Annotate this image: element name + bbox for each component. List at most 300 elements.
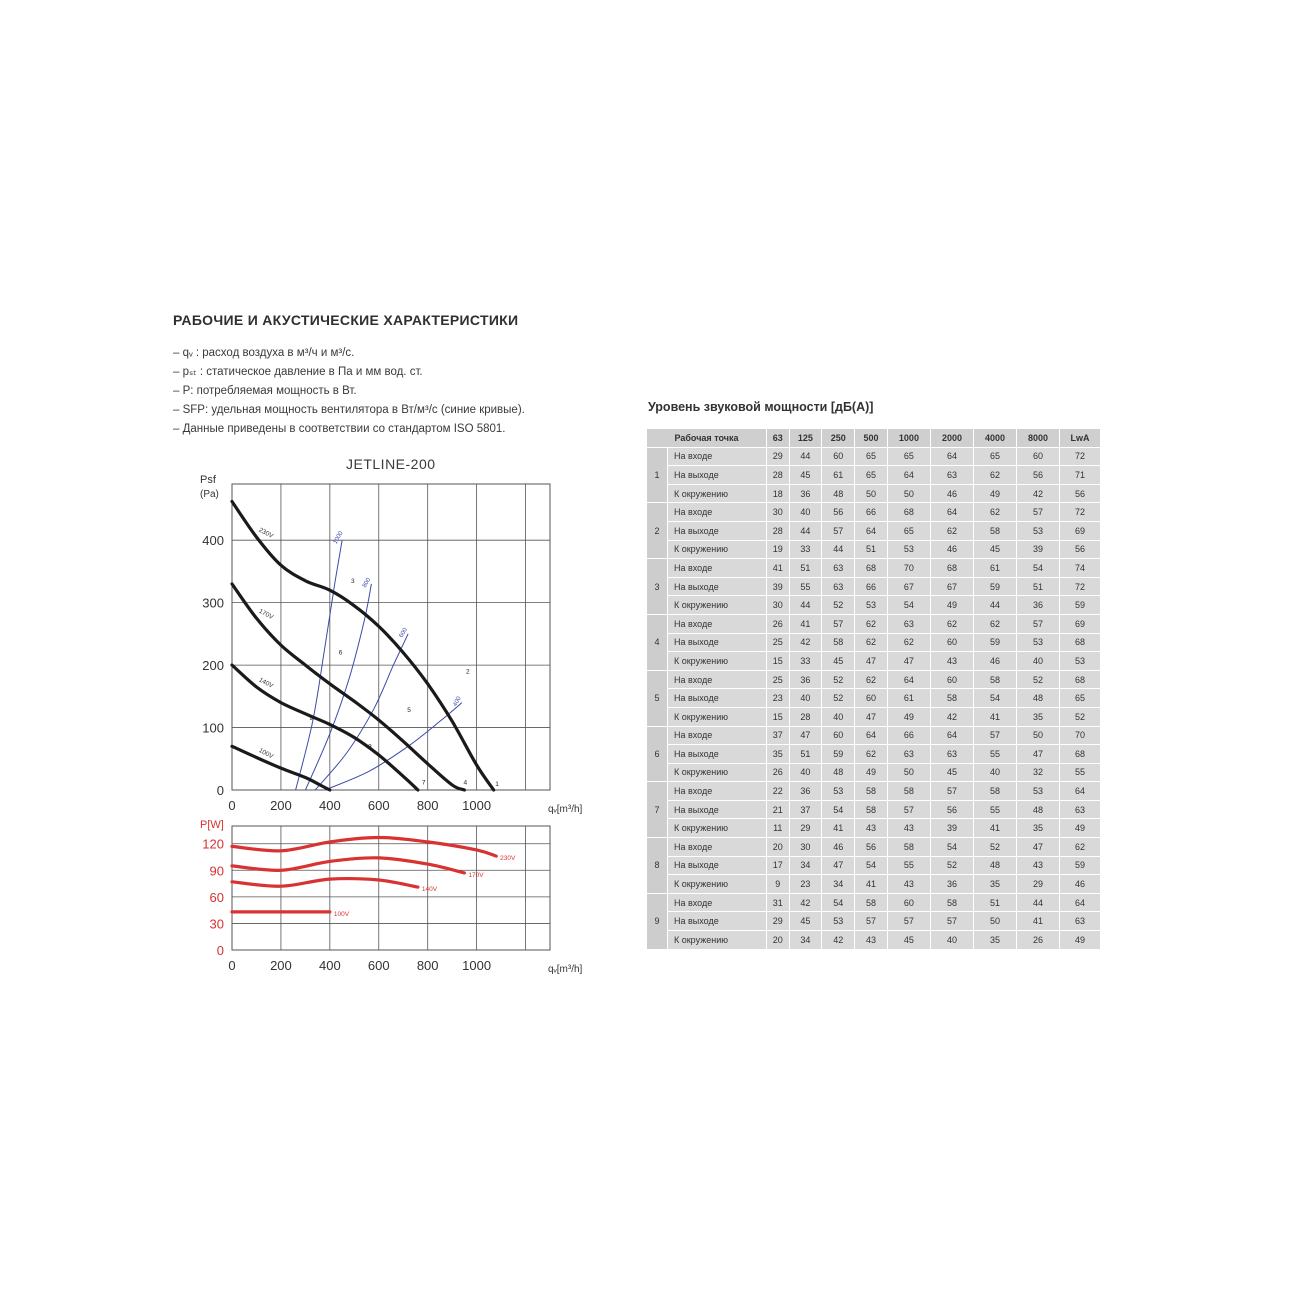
value-cell: 45 [789, 912, 822, 931]
value-cell: 26 [767, 763, 790, 782]
value-cell: 63 [930, 466, 973, 485]
value-cell: 54 [973, 689, 1016, 708]
value-cell: 52 [930, 856, 973, 875]
operating-point-cell: 9 [647, 893, 668, 949]
x-axis-label: qᵥ[m³/h] [548, 804, 583, 815]
value-cell: 69 [1060, 614, 1101, 633]
value-cell: 40 [973, 763, 1016, 782]
value-cell: 64 [855, 521, 888, 540]
value-cell: 66 [855, 503, 888, 522]
value-cell: 29 [789, 819, 822, 838]
value-cell: 44 [822, 540, 855, 559]
y-tick-label: 0 [216, 783, 224, 798]
chart-title: JETLINE-200 [346, 456, 436, 472]
value-cell: 67 [887, 577, 930, 596]
value-cell: 41 [789, 614, 822, 633]
value-cell: 57 [930, 782, 973, 801]
table-row [647, 559, 1101, 578]
table-row [647, 447, 1101, 466]
value-cell: 65 [1060, 689, 1101, 708]
value-cell: 47 [822, 856, 855, 875]
value-cell: 55 [1060, 763, 1101, 782]
value-cell: 48 [822, 763, 855, 782]
value-cell: 62 [855, 614, 888, 633]
sfp-label-400: 400 [452, 695, 463, 708]
value-cell: 30 [789, 838, 822, 857]
value-cell: 72 [1060, 577, 1101, 596]
value-cell: 74 [1060, 559, 1101, 578]
power-x-axis-label: qᵥ[m³/h] [548, 964, 583, 975]
power-voltage-label-140V: 140V [421, 886, 438, 894]
value-cell: 43 [1017, 856, 1060, 875]
value-cell: 46 [1060, 875, 1101, 894]
value-cell: 48 [822, 484, 855, 503]
value-cell: 35 [1017, 819, 1060, 838]
value-cell: 41 [767, 559, 790, 578]
value-cell: 60 [887, 893, 930, 912]
power-x-tick-label: 400 [318, 958, 341, 973]
table-row [647, 782, 1101, 801]
value-cell: 34 [789, 856, 822, 875]
table-row [647, 707, 1101, 726]
value-cell: 56 [1060, 484, 1101, 503]
y-tick-label: 300 [202, 595, 224, 611]
value-cell: 32 [1017, 763, 1060, 782]
value-cell: 50 [855, 484, 888, 503]
position-cell: На входе [668, 670, 767, 689]
table-row [647, 875, 1101, 894]
value-cell: 36 [930, 875, 973, 894]
value-cell: 69 [1060, 521, 1101, 540]
value-cell: 56 [855, 838, 888, 857]
value-cell: 65 [855, 466, 888, 485]
value-cell: 23 [789, 875, 822, 894]
operating-point-label: 6 [338, 649, 343, 657]
value-cell: 40 [789, 689, 822, 708]
note-sfp: – SFP: удельная мощность вентилятора в Вт/м³/с (синие кривые). [173, 404, 525, 416]
value-cell: 47 [1017, 745, 1060, 764]
value-cell: 57 [887, 800, 930, 819]
value-cell: 17 [767, 856, 790, 875]
value-cell: 18 [767, 484, 790, 503]
voltage-label-100V: 100V [257, 747, 275, 761]
value-cell: 48 [1017, 800, 1060, 819]
operating-point-label: 2 [465, 668, 470, 676]
performance-chart [180, 470, 620, 820]
note-standard: – Данные приведены в соответствии со стандартом ISO 5801. [173, 423, 506, 435]
operating-point-cell: 2 [647, 503, 668, 559]
value-cell: 64 [930, 726, 973, 745]
value-cell: 54 [1017, 559, 1060, 578]
y-tick-label: 400 [202, 533, 224, 549]
value-cell: 37 [789, 800, 822, 819]
value-cell: 47 [1017, 838, 1060, 857]
value-cell: 60 [930, 633, 973, 652]
position-cell: На выходе [668, 689, 767, 708]
value-cell: 20 [767, 931, 790, 950]
value-cell: 54 [887, 596, 930, 615]
value-cell: 48 [1017, 689, 1060, 708]
value-cell: 19 [767, 540, 790, 559]
value-cell: 68 [855, 559, 888, 578]
value-cell: 72 [1060, 447, 1101, 466]
table-row [647, 893, 1101, 912]
operating-point-label: 8 [368, 743, 372, 751]
value-cell: 46 [930, 540, 973, 559]
value-cell: 57 [1017, 614, 1060, 633]
value-cell: 57 [930, 912, 973, 931]
operating-point-cell: 6 [647, 726, 668, 782]
value-cell: 54 [822, 893, 855, 912]
value-cell: 57 [973, 726, 1016, 745]
value-cell: 41 [1017, 912, 1060, 931]
value-cell: 42 [822, 931, 855, 950]
value-cell: 52 [822, 689, 855, 708]
value-cell: 57 [855, 912, 888, 931]
value-cell: 53 [1017, 782, 1060, 801]
table-row [647, 596, 1101, 615]
value-cell: 63 [930, 745, 973, 764]
column-header-band: 1000 [887, 429, 930, 448]
table-row [647, 484, 1101, 503]
value-cell: 58 [855, 893, 888, 912]
x-tick-label: 1000 [462, 798, 492, 813]
table-row [647, 931, 1101, 950]
value-cell: 28 [767, 466, 790, 485]
table-row [647, 466, 1101, 485]
position-cell: К окружению [668, 652, 767, 671]
value-cell: 51 [789, 559, 822, 578]
value-cell: 59 [973, 633, 1016, 652]
value-cell: 63 [822, 577, 855, 596]
x-tick-label: 200 [270, 798, 292, 813]
column-header-point: Рабочая точка [647, 429, 767, 448]
value-cell: 39 [1017, 540, 1060, 559]
value-cell: 50 [973, 912, 1016, 931]
value-cell: 43 [855, 931, 888, 950]
column-header-band: 125 [789, 429, 822, 448]
value-cell: 60 [822, 447, 855, 466]
value-cell: 58 [822, 633, 855, 652]
table-row [647, 521, 1101, 540]
power-x-tick-label: 800 [416, 958, 439, 973]
value-cell: 11 [767, 819, 790, 838]
legend-notes [173, 344, 525, 439]
table-row [647, 577, 1101, 596]
value-cell: 49 [855, 763, 888, 782]
x-tick-label: 800 [416, 798, 439, 813]
operating-point-label: 9 [309, 715, 314, 723]
value-cell: 42 [930, 707, 973, 726]
value-cell: 62 [887, 633, 930, 652]
value-cell: 49 [1060, 931, 1101, 950]
position-cell: На входе [668, 893, 767, 912]
table-row [647, 819, 1101, 838]
value-cell: 56 [930, 800, 973, 819]
value-cell: 60 [822, 726, 855, 745]
value-cell: 34 [789, 931, 822, 950]
value-cell: 53 [1017, 521, 1060, 540]
value-cell: 44 [789, 521, 822, 540]
value-cell: 23 [767, 689, 790, 708]
power-y-tick-label: 90 [209, 863, 224, 879]
value-cell: 28 [789, 707, 822, 726]
value-cell: 55 [887, 856, 930, 875]
value-cell: 57 [887, 912, 930, 931]
column-header-band: 2000 [930, 429, 973, 448]
value-cell: 62 [930, 521, 973, 540]
position-cell: На выходе [668, 521, 767, 540]
value-cell: 58 [973, 670, 1016, 689]
value-cell: 56 [1060, 540, 1101, 559]
value-cell: 62 [1060, 838, 1101, 857]
value-cell: 61 [822, 466, 855, 485]
value-cell: 37 [767, 726, 790, 745]
table-row [647, 856, 1101, 875]
power-y-tick-label: 60 [209, 889, 224, 905]
value-cell: 35 [973, 875, 1016, 894]
value-cell: 22 [767, 782, 790, 801]
table-row [647, 614, 1101, 633]
value-cell: 67 [930, 577, 973, 596]
value-cell: 62 [930, 614, 973, 633]
power-y-tick-label: 30 [209, 916, 224, 932]
position-cell: На входе [668, 726, 767, 745]
value-cell: 36 [789, 484, 822, 503]
column-header-band: 500 [855, 429, 888, 448]
value-cell: 59 [973, 577, 1016, 596]
value-cell: 49 [887, 707, 930, 726]
value-cell: 55 [973, 745, 1016, 764]
value-cell: 34 [822, 875, 855, 894]
position-cell: На выходе [668, 856, 767, 875]
value-cell: 30 [767, 596, 790, 615]
value-cell: 53 [855, 596, 888, 615]
position-cell: На выходе [668, 633, 767, 652]
position-cell: На выходе [668, 800, 767, 819]
power-voltage-label-100V: 100V [333, 910, 350, 918]
position-cell: На входе [668, 559, 767, 578]
value-cell: 51 [973, 893, 1016, 912]
value-cell: 68 [887, 503, 930, 522]
power-voltage-label-170V: 170V [468, 871, 484, 879]
value-cell: 35 [973, 931, 1016, 950]
position-cell: К окружению [668, 596, 767, 615]
value-cell: 44 [789, 447, 822, 466]
value-cell: 57 [822, 614, 855, 633]
value-cell: 65 [887, 447, 930, 466]
value-cell: 68 [1060, 745, 1101, 764]
value-cell: 46 [930, 484, 973, 503]
table-row [647, 838, 1101, 857]
y-tick-label: 200 [202, 658, 224, 674]
operating-point-label: 1 [495, 780, 499, 788]
value-cell: 36 [789, 782, 822, 801]
value-cell: 70 [887, 559, 930, 578]
value-cell: 35 [1017, 707, 1060, 726]
power-y-tick-label: 120 [202, 836, 224, 852]
value-cell: 64 [887, 670, 930, 689]
y-axis-label: Psf [200, 474, 216, 486]
value-cell: 54 [822, 800, 855, 819]
value-cell: 35 [767, 745, 790, 764]
value-cell: 25 [767, 633, 790, 652]
value-cell: 43 [930, 652, 973, 671]
value-cell: 63 [1060, 912, 1101, 931]
value-cell: 61 [973, 559, 1016, 578]
value-cell: 47 [855, 652, 888, 671]
value-cell: 62 [855, 670, 888, 689]
position-cell: На выходе [668, 912, 767, 931]
table-row [647, 726, 1101, 745]
value-cell: 43 [887, 875, 930, 894]
operating-point-label: 5 [407, 707, 411, 715]
position-cell: На входе [668, 503, 767, 522]
position-cell: На входе [668, 614, 767, 633]
position-cell: На выходе [668, 577, 767, 596]
value-cell: 15 [767, 707, 790, 726]
value-cell: 46 [822, 838, 855, 857]
power-x-tick-label: 1000 [462, 958, 492, 973]
note-power: – P: потребляемая мощность в Вт. [173, 385, 357, 397]
power-x-tick-label: 0 [228, 958, 236, 973]
value-cell: 51 [1017, 577, 1060, 596]
value-cell: 53 [1017, 633, 1060, 652]
column-header-band: LwA [1060, 429, 1101, 448]
position-cell: К окружению [668, 763, 767, 782]
value-cell: 54 [855, 856, 888, 875]
table-row [647, 800, 1101, 819]
power-curve-140V [232, 879, 418, 888]
operating-point-label: 4 [463, 779, 468, 787]
position-cell: К окружению [668, 875, 767, 894]
operating-point-cell: 7 [647, 782, 668, 838]
table-row [647, 540, 1101, 559]
value-cell: 58 [973, 782, 1016, 801]
value-cell: 15 [767, 652, 790, 671]
value-cell: 71 [1060, 466, 1101, 485]
value-cell: 44 [789, 596, 822, 615]
position-cell: К окружению [668, 931, 767, 950]
value-cell: 29 [767, 447, 790, 466]
value-cell: 41 [855, 875, 888, 894]
value-cell: 21 [767, 800, 790, 819]
value-cell: 62 [973, 503, 1016, 522]
value-cell: 39 [930, 819, 973, 838]
value-cell: 45 [887, 931, 930, 950]
value-cell: 65 [973, 447, 1016, 466]
value-cell: 40 [789, 503, 822, 522]
voltage-label-230V: 230V [257, 526, 275, 540]
value-cell: 43 [887, 819, 930, 838]
sound-table-title: Уровень звуковой мощности [дБ(А)] [648, 400, 874, 414]
column-header-band: 8000 [1017, 429, 1060, 448]
operating-point-cell: 3 [647, 559, 668, 615]
sfp-label-600: 600 [398, 627, 409, 639]
value-cell: 58 [855, 800, 888, 819]
operating-point-label: 7 [421, 779, 426, 787]
value-cell: 36 [1017, 596, 1060, 615]
value-cell: 62 [973, 614, 1016, 633]
sfp-label-800: 800 [361, 577, 373, 589]
value-cell: 72 [1060, 503, 1101, 522]
power-y-tick-label: 0 [216, 943, 224, 958]
sound-power-table [646, 428, 1101, 950]
table-row [647, 652, 1101, 671]
value-cell: 66 [887, 726, 930, 745]
x-tick-label: 600 [367, 798, 390, 813]
value-cell: 64 [855, 726, 888, 745]
y-axis-unit: (Pa) [200, 489, 219, 500]
value-cell: 49 [1060, 819, 1101, 838]
value-cell: 64 [930, 447, 973, 466]
value-cell: 53 [1060, 652, 1101, 671]
value-cell: 45 [973, 540, 1016, 559]
operating-point-cell: 8 [647, 838, 668, 894]
value-cell: 29 [1017, 875, 1060, 894]
value-cell: 58 [887, 838, 930, 857]
table-row [647, 745, 1101, 764]
value-cell: 56 [822, 503, 855, 522]
value-cell: 65 [887, 521, 930, 540]
table-row [647, 633, 1101, 652]
value-cell: 56 [1017, 466, 1060, 485]
value-cell: 9 [767, 875, 790, 894]
value-cell: 40 [822, 707, 855, 726]
value-cell: 53 [822, 782, 855, 801]
value-cell: 43 [855, 819, 888, 838]
value-cell: 41 [822, 819, 855, 838]
value-cell: 41 [973, 819, 1016, 838]
value-cell: 40 [1017, 652, 1060, 671]
value-cell: 33 [789, 540, 822, 559]
table-row [647, 763, 1101, 782]
value-cell: 52 [1060, 707, 1101, 726]
value-cell: 70 [1060, 726, 1101, 745]
value-cell: 64 [1060, 893, 1101, 912]
value-cell: 44 [973, 596, 1016, 615]
position-cell: На входе [668, 447, 767, 466]
value-cell: 68 [1060, 670, 1101, 689]
value-cell: 42 [789, 893, 822, 912]
column-header-band: 63 [767, 429, 790, 448]
value-cell: 30 [767, 503, 790, 522]
power-voltage-label-230V: 230V [500, 855, 516, 863]
note-airflow: – qᵥ : расход воздуха в м³/ч и м³/с. [173, 347, 355, 359]
power-y-axis-label: P[W] [200, 819, 224, 831]
x-tick-label: 400 [318, 798, 341, 813]
value-cell: 59 [1060, 596, 1101, 615]
value-cell: 64 [887, 466, 930, 485]
y-tick-label: 100 [202, 720, 224, 736]
position-cell: На выходе [668, 745, 767, 764]
power-plot-frame [232, 826, 550, 950]
sfp-label-1000: 1000 [332, 530, 345, 546]
value-cell: 59 [822, 745, 855, 764]
value-cell: 49 [930, 596, 973, 615]
operating-point-cell: 4 [647, 614, 668, 670]
value-cell: 64 [1060, 782, 1101, 801]
table-row [647, 670, 1101, 689]
value-cell: 39 [767, 577, 790, 596]
section-heading: РАБОЧИЕ И АКУСТИЧЕСКИЕ ХАРАКТЕРИСТИКИ [173, 312, 519, 328]
value-cell: 46 [973, 652, 1016, 671]
value-cell: 36 [789, 670, 822, 689]
x-tick-label: 0 [228, 798, 236, 813]
value-cell: 26 [767, 614, 790, 633]
column-header-band: 4000 [973, 429, 1016, 448]
operating-point-label: 3 [350, 577, 355, 585]
